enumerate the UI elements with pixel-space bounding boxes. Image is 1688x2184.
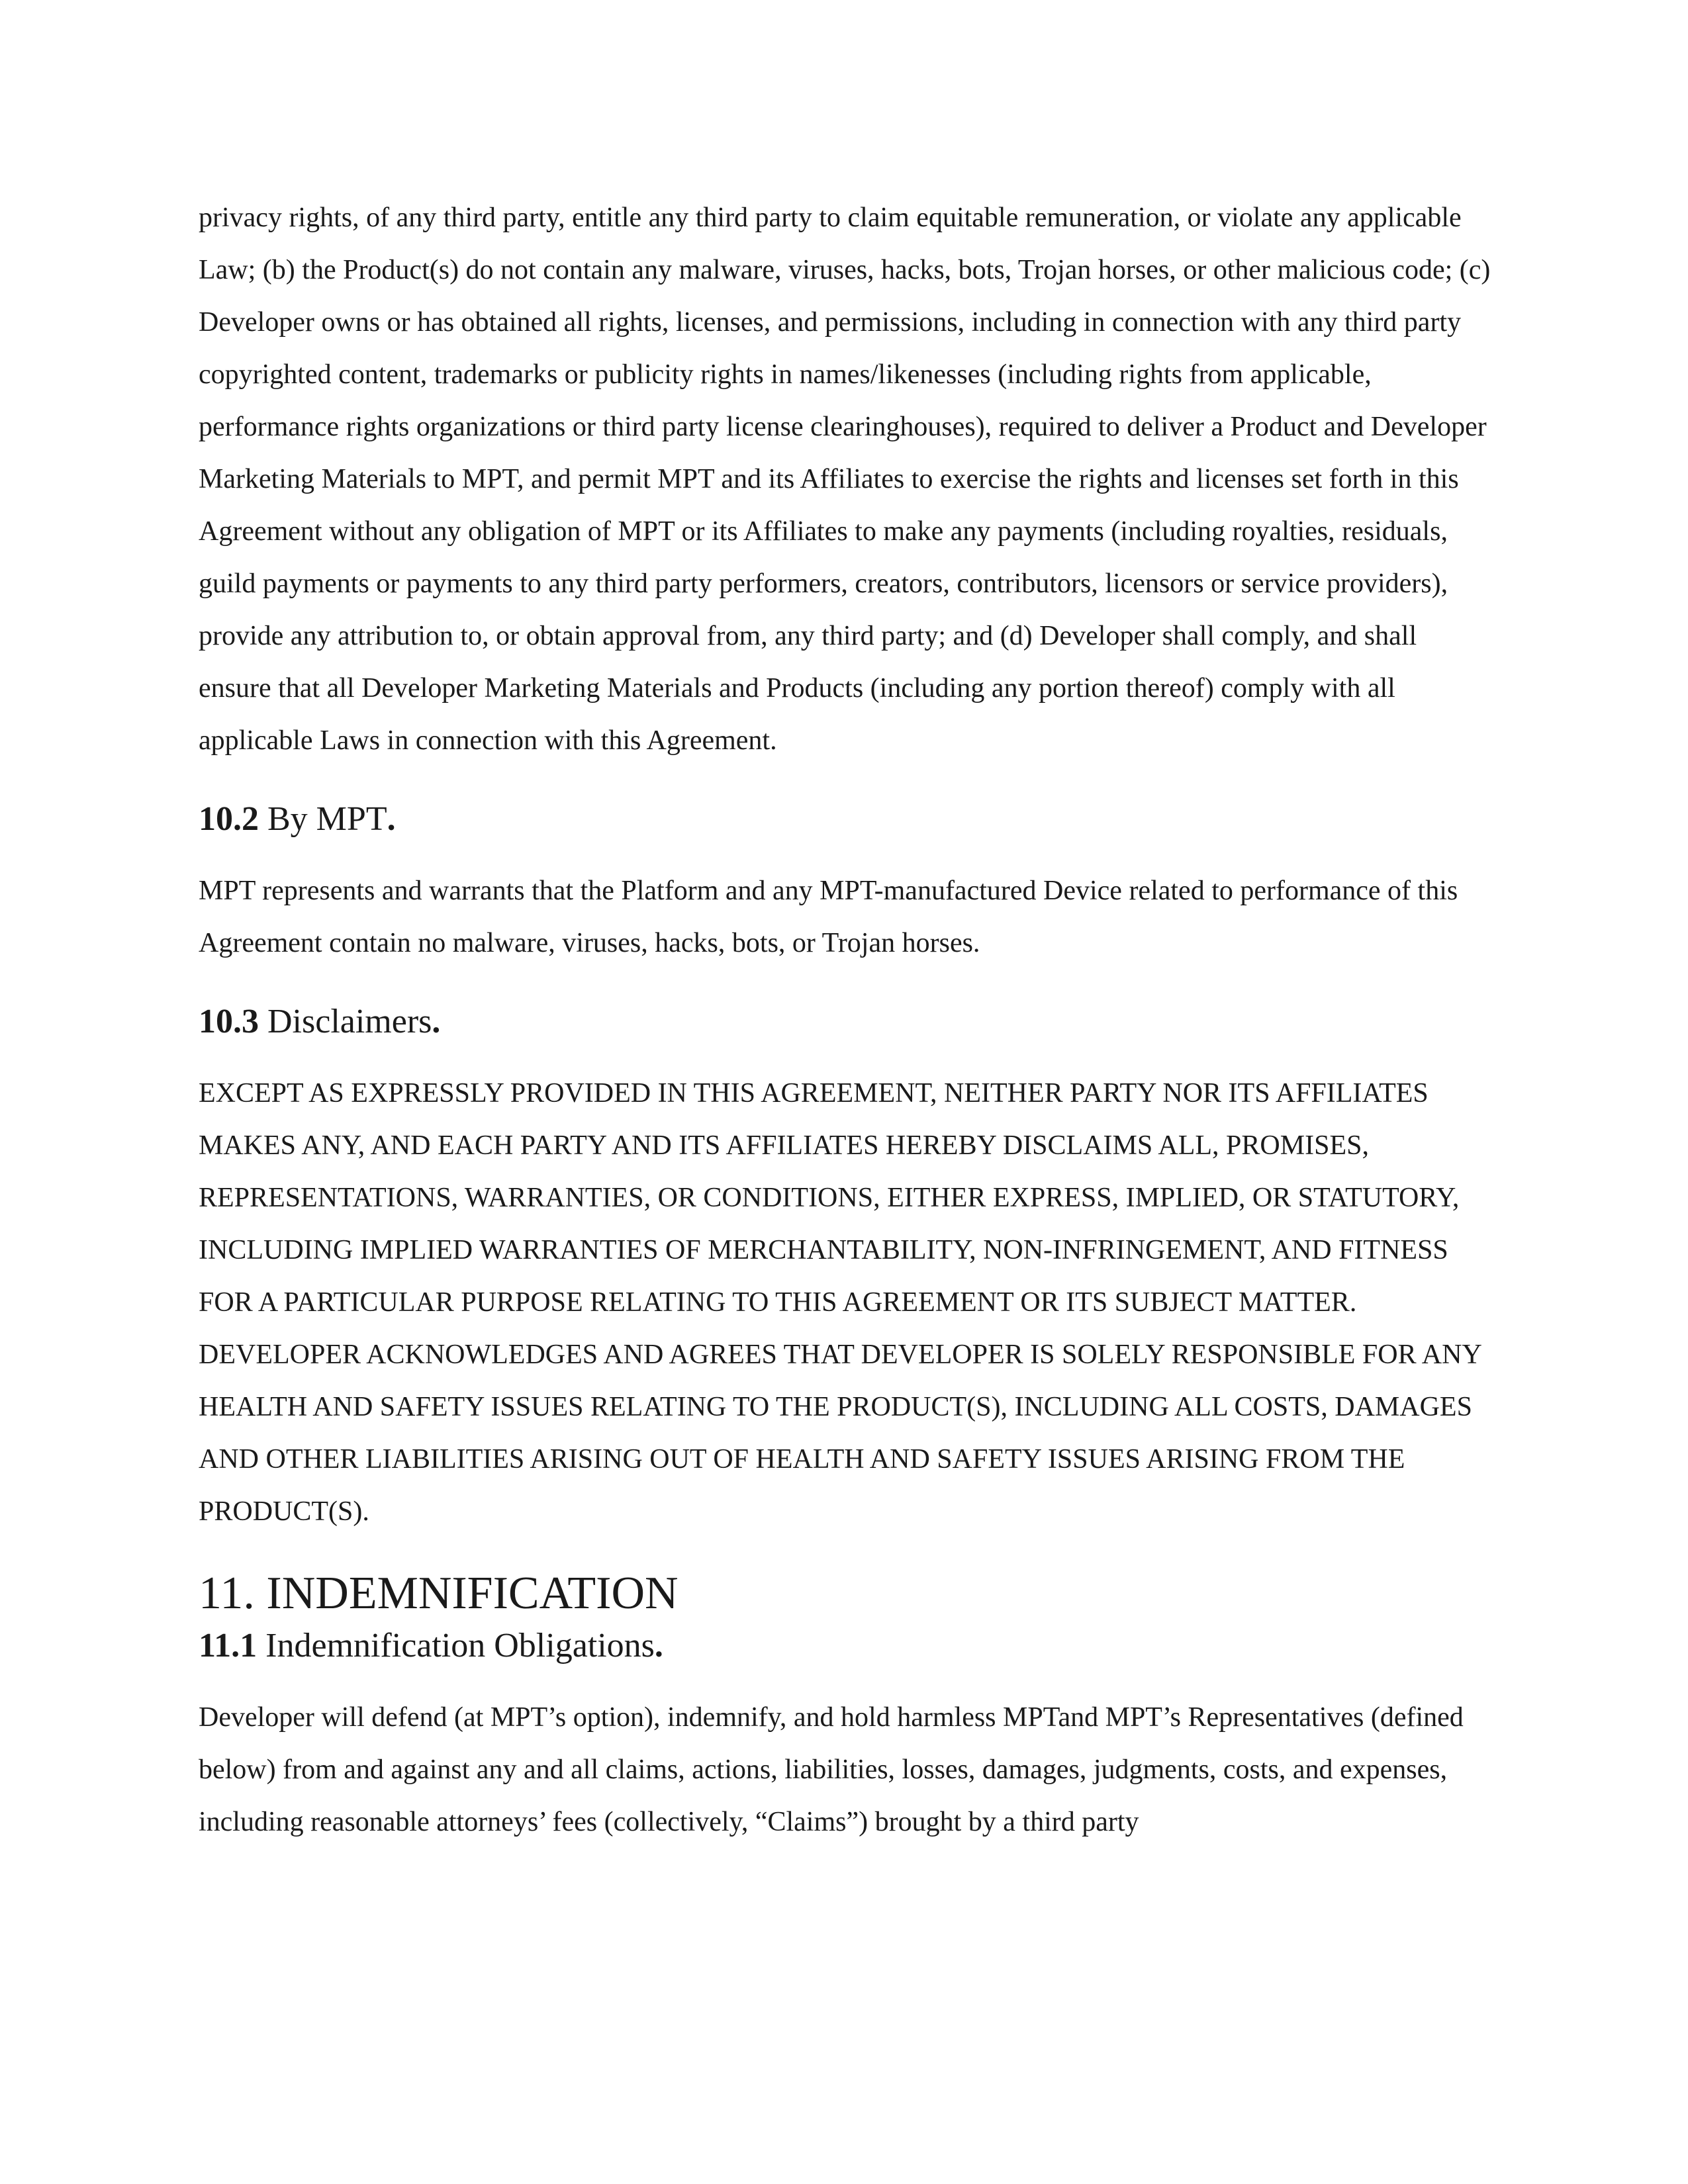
section-11-heading: 11. INDEMNIFICATION bbox=[199, 1568, 679, 1619]
section-10-2-body: MPT represents and warrants that the Platform and any MPT-manufactured Device related to performance of this Agreement contain no malware, viruses, hacks, bots, or Trojan horses. bbox=[199, 876, 1458, 958]
intro-paragraph: privacy rights, of any third party, entitle any third party to claim equitable remuneration, or violate any applicable Law; (b) the Product(s) do not contain any malware, viruses, hacks, bots, Trojan horses, or other malicious code; (c) Developer owns or has obtained all rights, licenses, and permissions, including in connection with any third party copyrighted content, trademarks or publicity rights in names/likenesses (including rights from applicable, performance rights organizations or third party license clearinghouses), required to deliver a Product and Developer Marketing Materials to MPT, and permit MPT and its Affiliates to exercise the rights and licenses set forth in this Agreement without any obligation of MPT or its Affiliates to make any payments (including royalties, residuals, guild payments or payments to any third party performers, creators, contributors, licensors or service providers), provide any attribution to, or obtain approval from, any third party; and (d) Developer shall comply, and shall ensure that all Developer Marketing Materials and Products (including any portion thereof) comply with all applicable Laws in connection with this Agreement. bbox=[199, 203, 1491, 756]
section-10-2-title: By MPT bbox=[259, 800, 387, 838]
section-11-1-period: . bbox=[654, 1627, 663, 1664]
section-10-2-number: 10.2 bbox=[199, 800, 259, 838]
section-10-3-number: 10.3 bbox=[199, 1003, 259, 1040]
section-11-1-body: Developer will defend (at MPT’s option), indemnify, and hold harmless MPTand MPT’s Representatives (defined below) from and against any and all claims, actions, liabilities, losses, damages, judgments, costs, and expenses, including reasonable attorneys’ fees (collectively, “Claims”) brought by a third party bbox=[199, 1702, 1464, 1837]
section-10-2-heading bbox=[199, 796, 1496, 842]
section-10-3-title: Disclaimers bbox=[259, 1003, 432, 1040]
section-10-3-body: EXCEPT AS EXPRESSLY PROVIDED IN THIS AGREEMENT, NEITHER PARTY NOR ITS AFFILIATES MAKES ANY, AND EACH PARTY AND ITS AFFILIATES HEREBY DISCLAIMS ALL, PROMISES, REPRESENTATIONS, WARRANTIES, OR CONDITIONS, EITHER EXPRESS, IMPLIED, OR STATUTORY, INCLUDING IMPLIED WARRANTIES OF MERCHANTABILITY, NON-INFRINGEMENT, AND FITNESS FOR A PARTICULAR PURPOSE RELATING TO THIS AGREEMENT OR ITS SUBJECT MATTER. DEVELOPER ACKNOWLEDGES AND AGREES THAT DEVELOPER IS SOLELY RESPONSIBLE FOR ANY HEALTH AND SAFETY ISSUES RELATING TO THE PRODUCT(S), INCLUDING ALL COSTS, DAMAGES AND OTHER LIABILITIES ARISING OUT OF HEALTH AND SAFETY ISSUES ARISING FROM THE PRODUCT(S). bbox=[199, 1078, 1481, 1527]
section-10-3-heading bbox=[199, 999, 1496, 1045]
section-11-1-heading bbox=[199, 1623, 1496, 1669]
section-10-3-period: . bbox=[432, 1003, 441, 1040]
document-page bbox=[199, 192, 1496, 1848]
section-10-2-period: . bbox=[387, 800, 396, 838]
section-11-1-title: Indemnification Obligations bbox=[257, 1627, 655, 1664]
section-11-1-number: 11.1 bbox=[199, 1627, 258, 1664]
